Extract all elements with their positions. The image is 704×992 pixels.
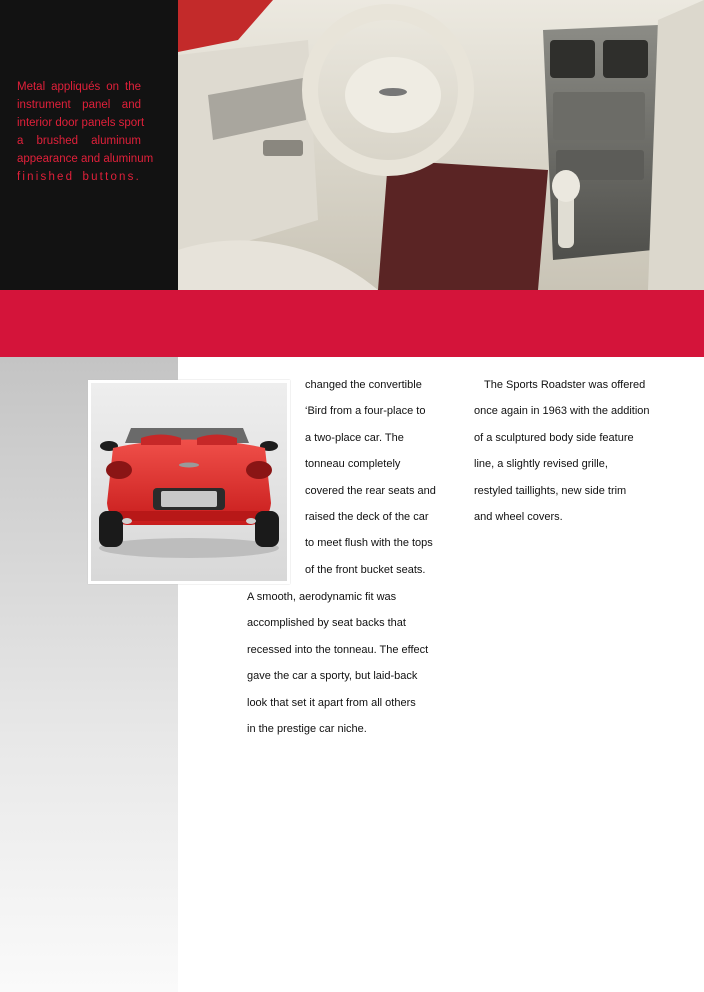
text-line: a two-place car. The — [305, 431, 404, 444]
text-line: raised the deck of the car — [305, 511, 429, 524]
caption-line: appearance and aluminum — [17, 153, 154, 165]
text-line: once again in 1963 with the addition — [474, 405, 650, 418]
text-line: in the prestige car niche. — [247, 723, 367, 736]
red-accent-band — [0, 290, 704, 357]
text-line: of a sculptured body side feature — [474, 431, 634, 444]
car-illustration — [91, 383, 287, 581]
column-1-text — [247, 584, 472, 742]
caption-panel — [0, 0, 178, 290]
caption-line: Metal appliqués on the — [17, 81, 141, 93]
interior-illustration — [178, 0, 704, 290]
car-rear-photo — [91, 383, 287, 581]
caption-line: instrument panel and — [17, 99, 141, 111]
text-line: The Sports Roadster was offered — [484, 379, 646, 391]
column-1-wrapped-text — [305, 372, 470, 583]
text-line: and wheel covers. — [474, 511, 563, 524]
text-line: to meet flush with the tops — [305, 537, 433, 550]
text-line: recessed into the tonneau. The effect — [247, 643, 429, 656]
text-line: covered the rear seats and — [305, 484, 436, 497]
text-line: accomplished by seat backs that — [247, 617, 406, 630]
text-line: A smooth, aerodynamic fit was — [247, 591, 397, 603]
text-line: line, a slightly revised grille, — [474, 458, 608, 471]
text-line: restyled taillights, new side trim — [474, 484, 627, 497]
caption-line: interior door panels sport — [17, 117, 145, 129]
caption-line: finished buttons. — [17, 171, 141, 183]
text-line: tonneau completely — [305, 458, 401, 471]
text-line: look that set it apart from all others — [247, 696, 416, 709]
interior-photo — [178, 0, 704, 290]
text-line: changed the convertible — [305, 379, 422, 391]
text-line: of the front bucket seats. — [305, 563, 426, 576]
column-2-text — [474, 372, 689, 530]
photo-caption — [17, 78, 154, 186]
text-line: gave the car a sporty, but laid-back — [247, 670, 418, 683]
caption-line: a brushed aluminum — [17, 135, 141, 147]
text-line: ‘Bird from a four-place to — [305, 405, 426, 418]
car-photo-frame — [88, 380, 290, 584]
